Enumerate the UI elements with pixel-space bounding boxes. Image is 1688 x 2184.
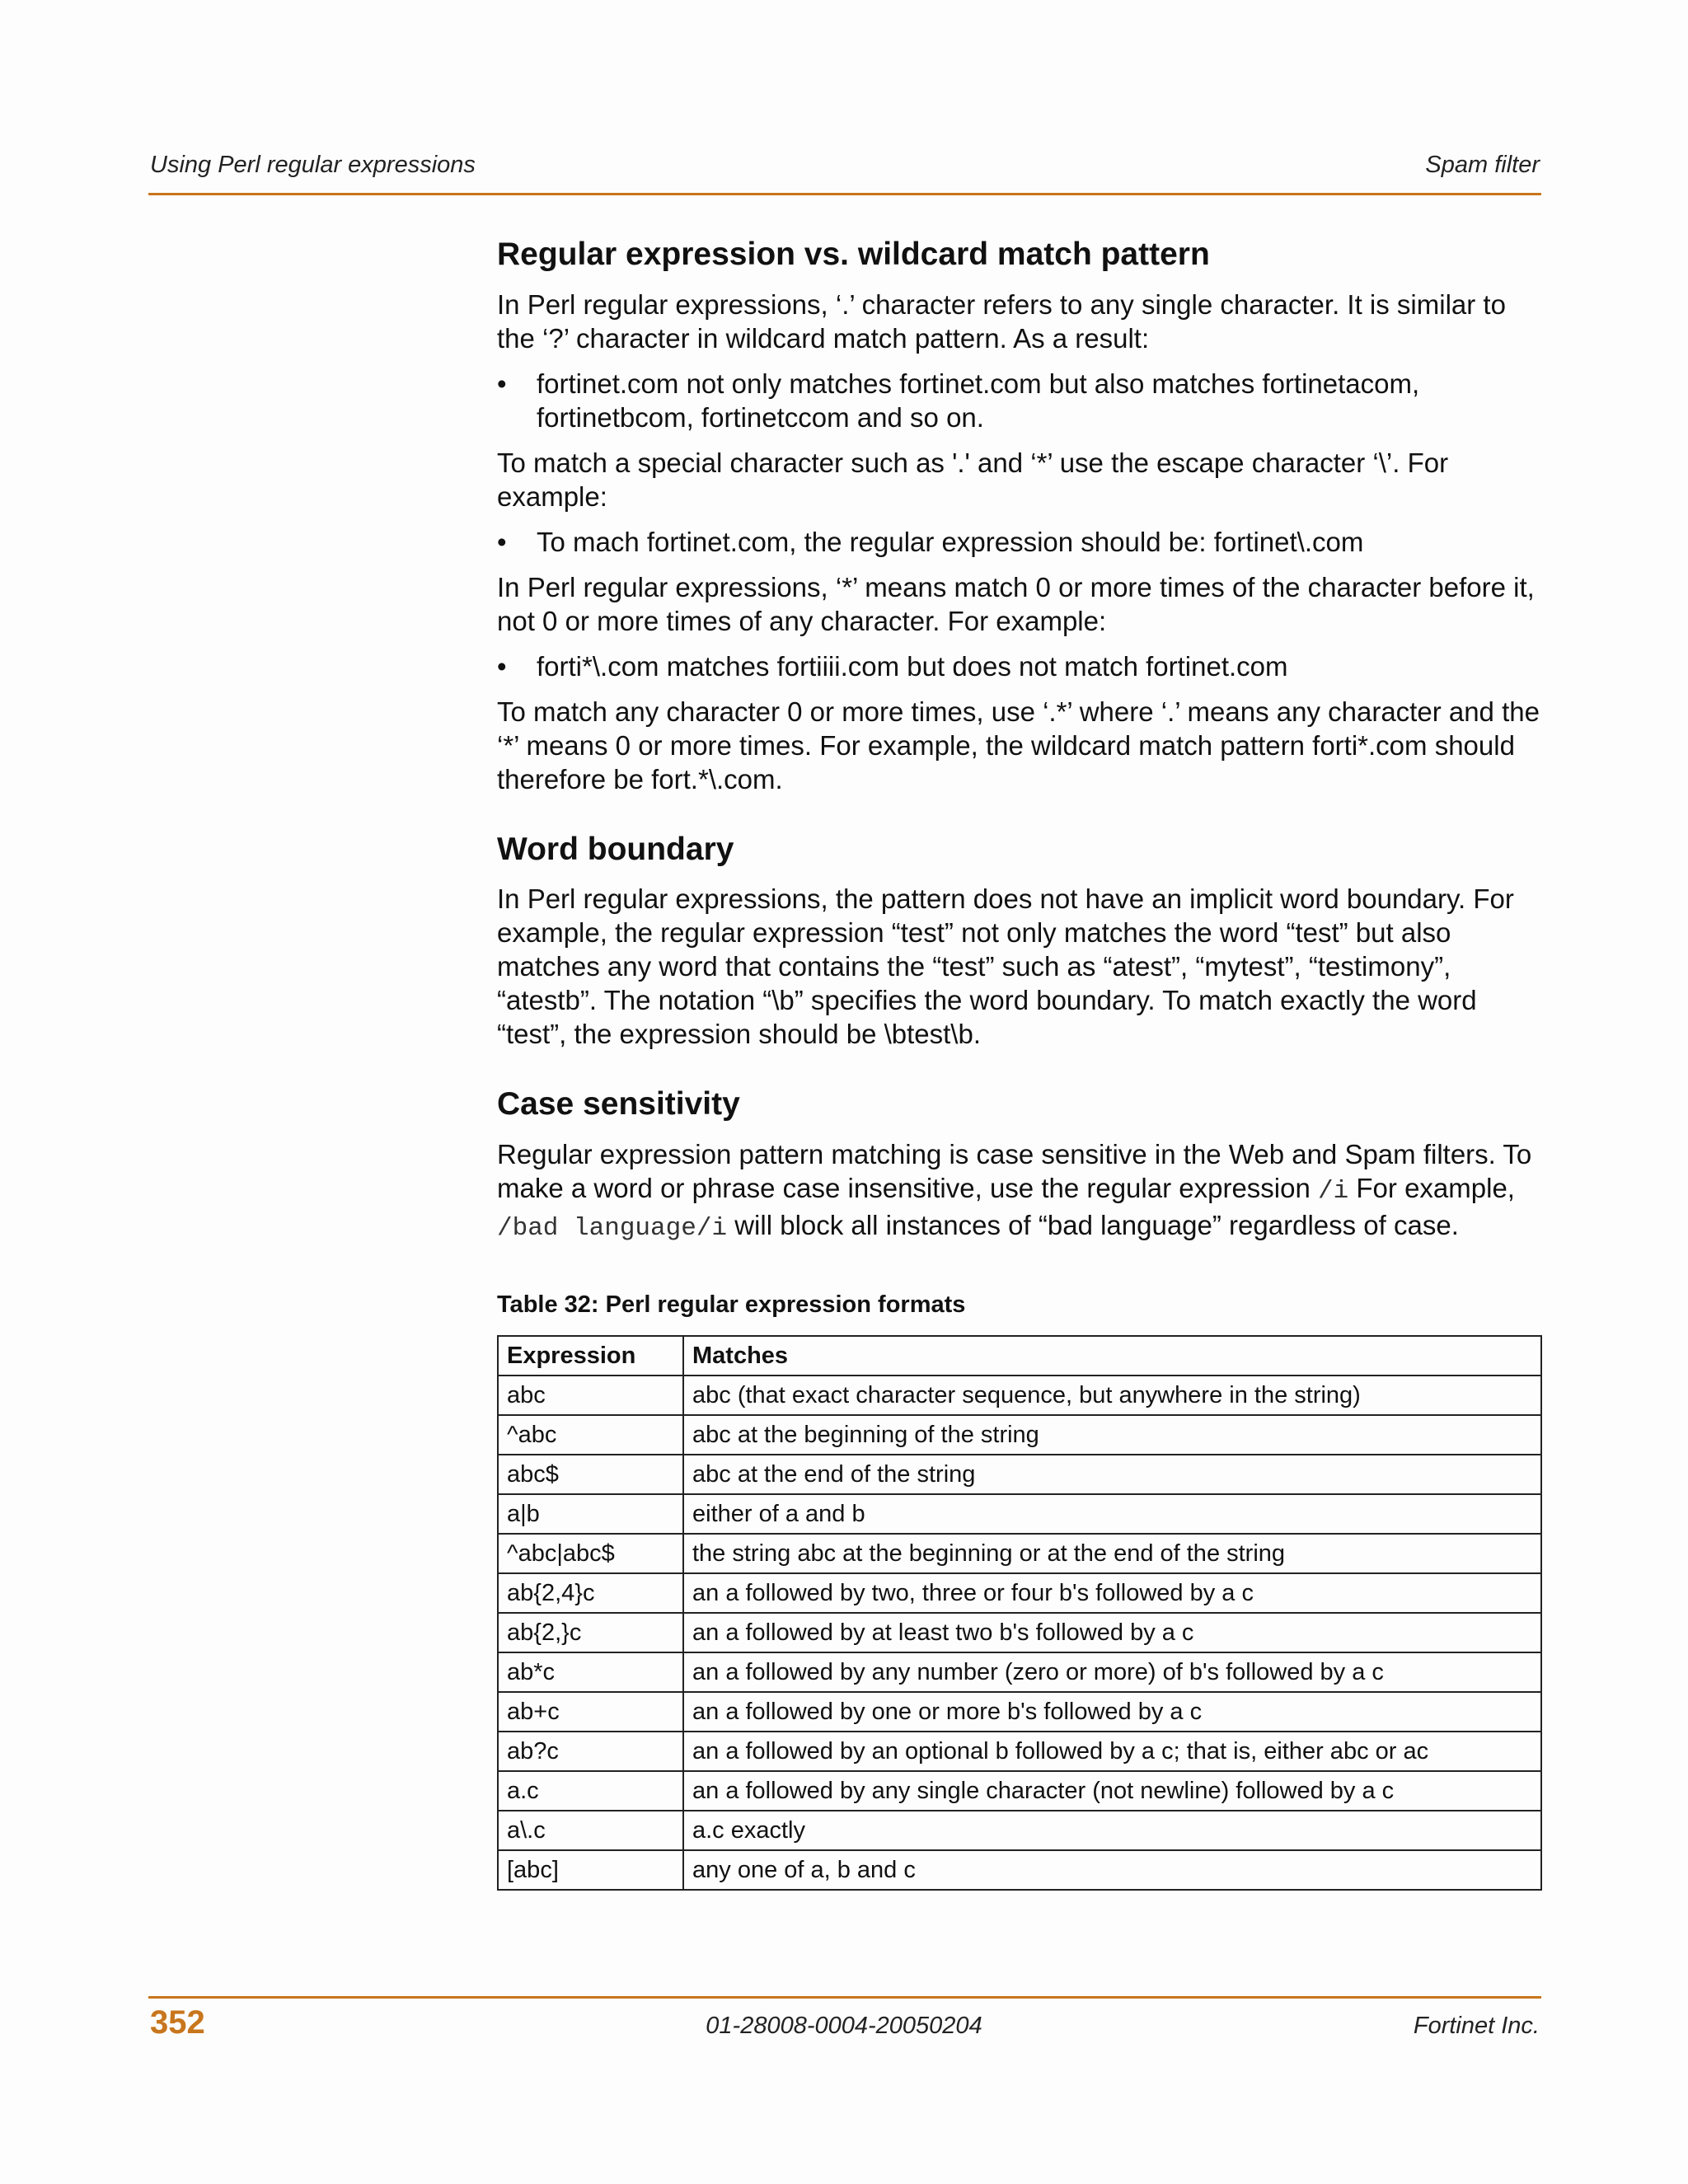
paragraph: In Perl regular expressions, ‘.’ character refers to any single character. It is similar to the ‘?’ character in wildcard match pattern. As a result: (497, 288, 1506, 354)
section-heading-regex-vs-wildcard: Regular expression vs. wildcard match pattern (497, 237, 1210, 272)
table-cell: abc (that exact character sequence, but anywhere in the string) (683, 1376, 1541, 1415)
regex-formats-table (497, 1335, 1542, 1891)
paragraph: To match a special character such as '.' and ‘*’ use the escape character ‘\’. For example: (497, 447, 1449, 512)
table-cell: ab+c (498, 1692, 683, 1732)
table-cell: ab{2,4}c (498, 1573, 683, 1613)
bullet-list (497, 525, 1544, 559)
paragraph: In Perl regular expressions, ‘*’ means match 0 or more times of the character before it, not 0 or more times of any character. For example: (497, 571, 1535, 636)
bullet-item: • To mach fortinet.com, the regular expression should be: fortinet\.com (497, 525, 1544, 559)
table-row (498, 1811, 1541, 1850)
header-rule (148, 193, 1541, 195)
table-cell: an a followed by one or more b's followed by a c (683, 1692, 1541, 1732)
page-number: 352 (150, 2004, 205, 2041)
code-snippet: /bad language/i (497, 1214, 728, 1244)
text-run: will block all instances of “bad language” regardless of case. (727, 1210, 1459, 1241)
text-run: Regular expression pattern matching is case sensitive in the Web and Spam filters. To make a word or phrase case insensitive, use the regular expression (497, 1139, 1532, 1204)
running-header-chapter: Using Perl regular expressions (150, 152, 476, 178)
table-cell: an a followed by any number (zero or more) of b's followed by a c (683, 1652, 1541, 1692)
table-row (498, 1850, 1541, 1890)
table-cell: the string abc at the beginning or at the end of the string (683, 1534, 1541, 1573)
table-cell: abc$ (498, 1455, 683, 1494)
table-cell: either of a and b (683, 1494, 1541, 1534)
table-cell: ab?c (498, 1732, 683, 1771)
document-code: 01-28008-0004-20050204 (706, 2013, 982, 2039)
bullet-list (497, 367, 1544, 434)
table-row (498, 1613, 1541, 1652)
running-header-section: Spam filter (1425, 152, 1540, 178)
table-cell: a.c exactly (683, 1811, 1541, 1850)
table-row (498, 1573, 1541, 1613)
paragraph: In Perl regular expressions, the pattern does not have an implicit word boundary. For example, the regular expression “test” not only matches the word “test” but also matches any word that contains the “test” such as “atest”, “mytest”, “testimony”, “atestb”. The notation “\b” specifies the word boundary. To match exactly the word “test”, the expression should be \btest\b. (497, 883, 1514, 1050)
table-cell: abc at the beginning of the string (683, 1415, 1541, 1455)
table-cell: an a followed by two, three or four b's followed by a c (683, 1573, 1541, 1613)
table-row (498, 1415, 1541, 1455)
code-snippet: /i (1318, 1177, 1349, 1207)
table-row (498, 1376, 1541, 1415)
table-row (498, 1494, 1541, 1534)
column-header: Expression (498, 1336, 683, 1376)
table-cell: a|b (498, 1494, 683, 1534)
table-row (498, 1732, 1541, 1771)
table-row (498, 1692, 1541, 1732)
table-cell: an a followed by any single character (not newline) followed by a c (683, 1771, 1541, 1811)
bullet-list (497, 649, 1544, 683)
table-cell: ab*c (498, 1652, 683, 1692)
table-row (498, 1652, 1541, 1692)
table-row (498, 1455, 1541, 1494)
table-header-row (498, 1336, 1541, 1376)
table-cell: a.c (498, 1771, 683, 1811)
column-header: Matches (683, 1336, 1541, 1376)
bullet-item: • fortinet.com not only matches fortinet.com but also matches fortinetacom, fortinetbcom, fortinetccom and so on. (497, 367, 1544, 434)
bullet-item: • forti*\.com matches fortiiii.com but does not match fortinet.com (497, 649, 1544, 683)
company-name: Fortinet Inc. (1413, 2013, 1540, 2039)
table-row (498, 1771, 1541, 1811)
paragraph: To match any character 0 or more times, use ‘.*’ where ‘.’ means any character and the ‘*’ means 0 or more times. For example, the wildcard match pattern forti*.com should therefore be fort.*\.com. (497, 696, 1540, 794)
table-cell: an a followed by at least two b's followed by a c (683, 1613, 1541, 1652)
table-cell: an a followed by an optional b followed by a c; that is, either abc or ac (683, 1732, 1541, 1771)
table-cell: a\.c (498, 1811, 683, 1850)
section-heading-case-sensitivity: Case sensitivity (497, 1086, 740, 1122)
paragraph (497, 1137, 1544, 1245)
text-run: For example, (1348, 1173, 1515, 1204)
footer-rule (148, 1996, 1541, 1999)
main-content (497, 234, 1544, 1891)
table-cell: ab{2,}c (498, 1613, 683, 1652)
table-cell: abc at the end of the string (683, 1455, 1541, 1494)
table-cell: [abc] (498, 1850, 683, 1890)
table-caption: Table 32: Perl regular expression formats (497, 1291, 966, 1319)
table-cell: any one of a, b and c (683, 1850, 1541, 1890)
table-cell: ^abc|abc$ (498, 1534, 683, 1573)
table-row (498, 1534, 1541, 1573)
table-cell: ^abc (498, 1415, 683, 1455)
table-cell: abc (498, 1376, 683, 1415)
section-heading-word-boundary: Word boundary (497, 831, 734, 867)
